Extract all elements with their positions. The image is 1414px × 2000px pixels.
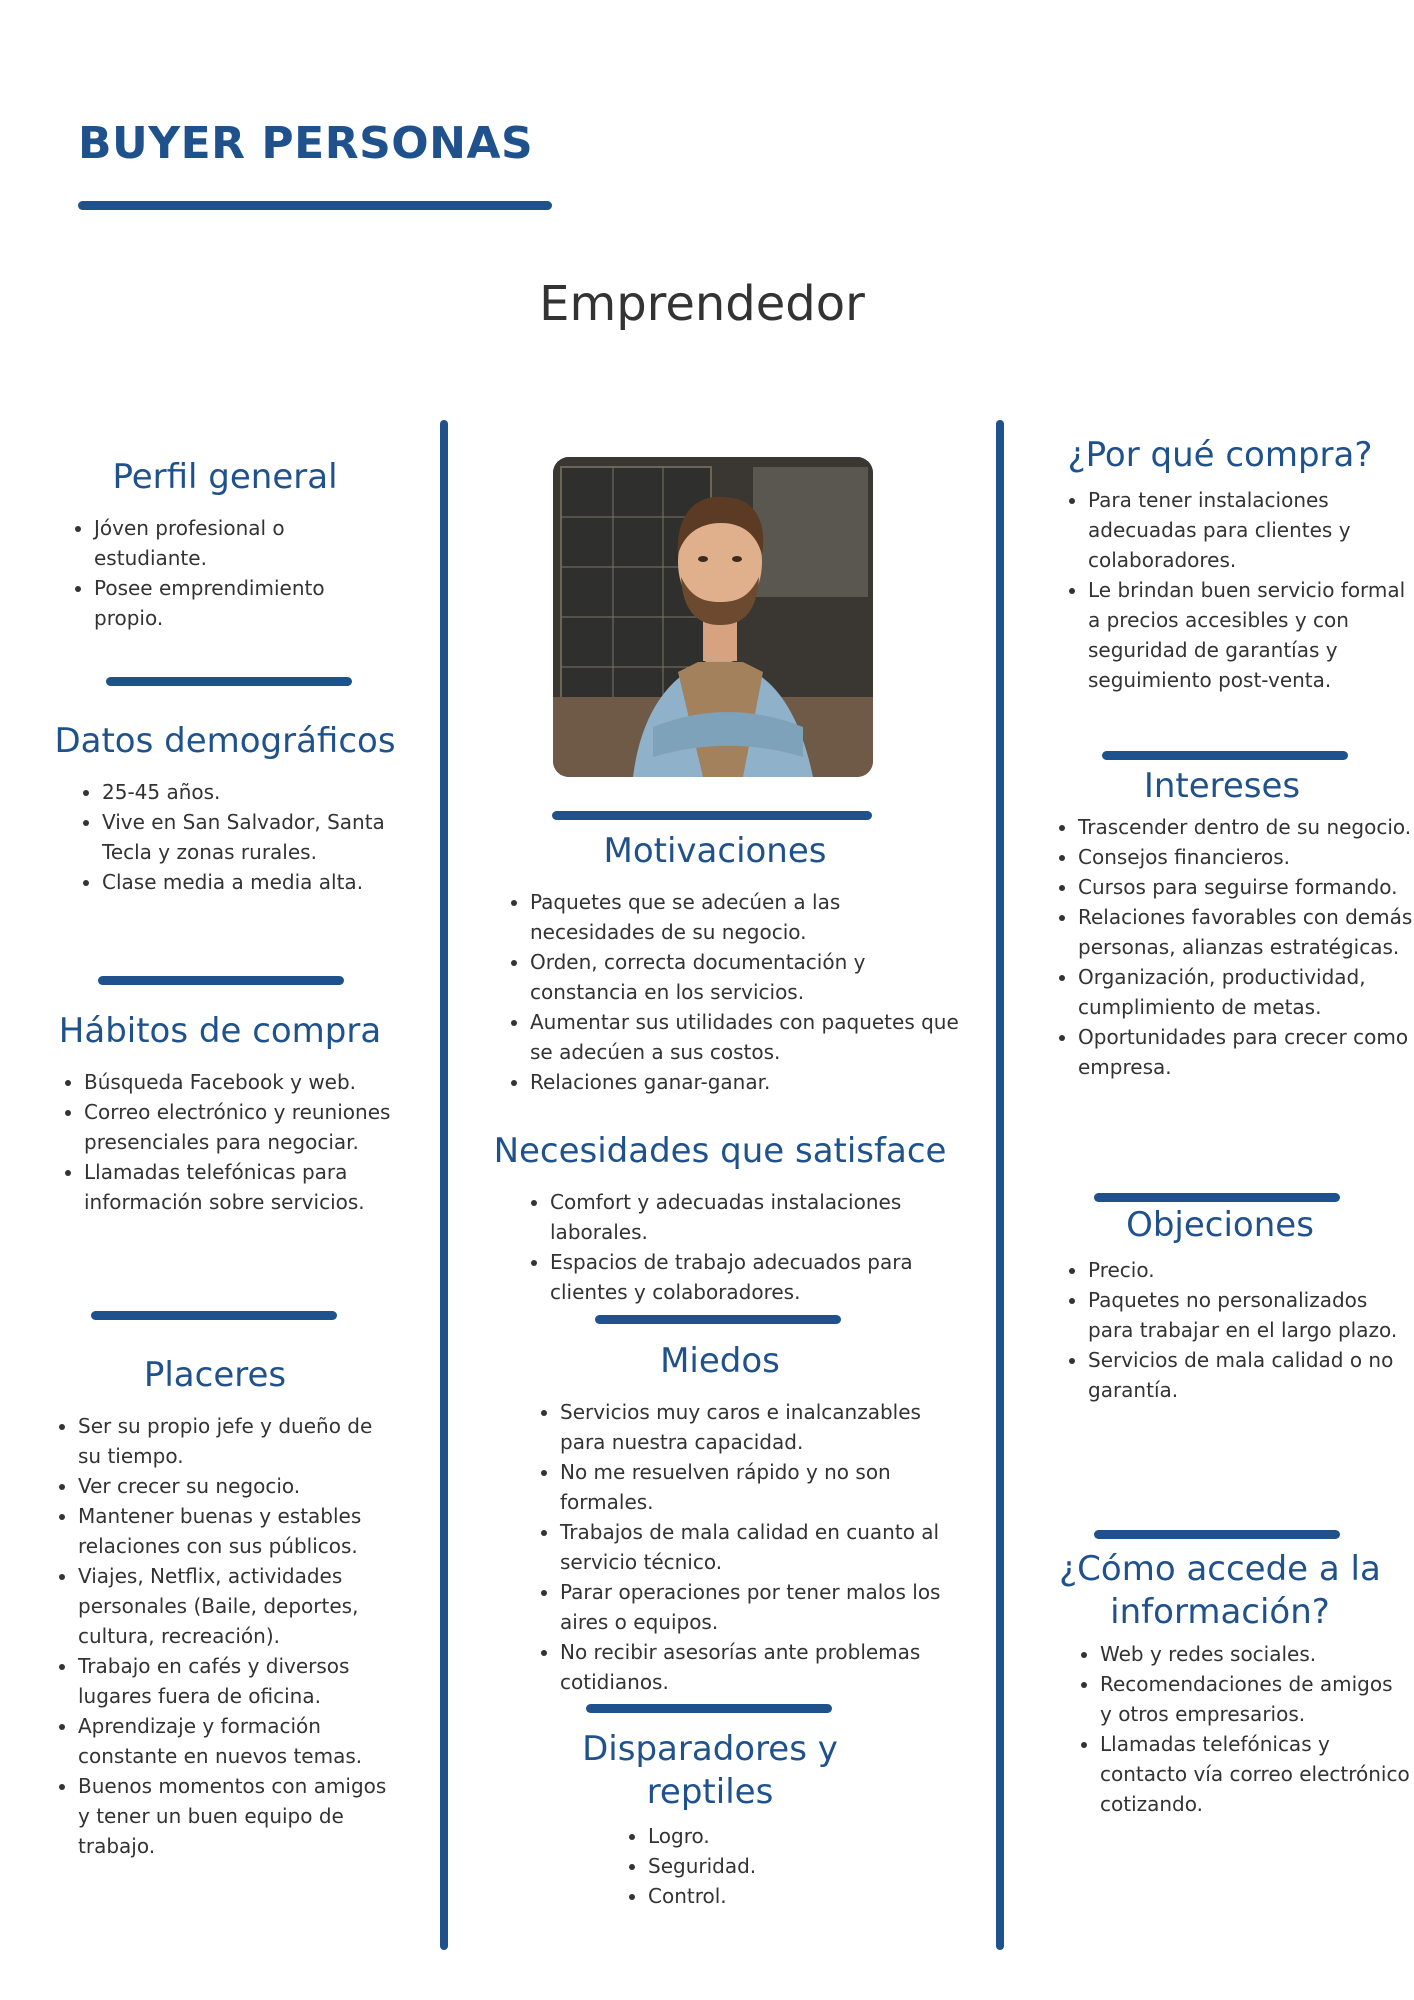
section-miedos bbox=[470, 1340, 970, 1697]
list-item: • Relaciones ganar-ganar. bbox=[530, 1067, 960, 1097]
column-divider-right bbox=[996, 420, 1004, 1950]
list-item: • Paquetes no personalizados para trabajar en el largo plazo. bbox=[1088, 1285, 1400, 1345]
list-item: • Jóven profesional o estudiante. bbox=[94, 513, 390, 573]
list-item: • No me resuelven rápido y no son formales. bbox=[560, 1457, 970, 1517]
section-title: Disparadores y reptiles bbox=[582, 1729, 838, 1812]
separator bbox=[595, 1315, 841, 1324]
list-item: • Le brindan buen servicio formal a precios accesibles y con seguridad de garantías y seguimiento post-venta. bbox=[1088, 575, 1410, 695]
list-item: • Viajes, Netflix, actividades personales (Baile, deportes, cultura, recreación). bbox=[78, 1561, 400, 1651]
list-item: • Trascender dentro de su negocio. bbox=[1078, 812, 1414, 842]
list-item: • Servicios muy caros e inalcanzables para nuestra capacidad. bbox=[560, 1397, 970, 1457]
item-list bbox=[470, 1397, 970, 1697]
section-datos-demograficos bbox=[30, 720, 420, 897]
section-objeciones bbox=[1040, 1204, 1400, 1405]
section-disparadores bbox=[540, 1728, 880, 1911]
list-item: • Trabajos de mala calidad en cuanto al servicio técnico. bbox=[560, 1517, 970, 1577]
item-list bbox=[470, 1187, 970, 1307]
item-list bbox=[30, 777, 420, 897]
list-item: • Relaciones favorables con demás personas, alianzas estratégicas. bbox=[1078, 902, 1414, 962]
list-item: • Comfort y adecuadas instalaciones laborales. bbox=[550, 1187, 970, 1247]
list-item: • Clase media a media alta. bbox=[102, 867, 420, 897]
portrait-photo-icon bbox=[553, 457, 873, 777]
section-title: Placeres bbox=[143, 1355, 287, 1395]
list-item: • Web y redes sociales. bbox=[1100, 1639, 1410, 1669]
separator bbox=[586, 1704, 832, 1713]
list-item: • Logro. bbox=[648, 1821, 880, 1851]
separator bbox=[98, 976, 344, 985]
list-item: • Paquetes que se adecúen a las necesidades de su negocio. bbox=[530, 887, 960, 947]
list-item: • Recomendaciones de amigos y otros empresarios. bbox=[1100, 1669, 1410, 1729]
separator bbox=[552, 811, 872, 820]
separator bbox=[106, 677, 352, 686]
list-item: • Espacios de trabajo adecuados para clientes y colaboradores. bbox=[550, 1247, 970, 1307]
list-item: • Cursos para seguirse formando. bbox=[1078, 872, 1414, 902]
list-item: • Ser su propio jefe y dueño de su tiempo. bbox=[78, 1411, 400, 1471]
list-item: • No recibir asesorías ante problemas cotidianos. bbox=[560, 1637, 970, 1697]
separator bbox=[91, 1311, 337, 1320]
item-list bbox=[540, 1821, 880, 1911]
list-item: • Llamadas telefónicas y contacto vía correo electrónico cotizando. bbox=[1100, 1729, 1410, 1819]
persona-name: Emprendedor bbox=[539, 276, 865, 332]
list-item: • Trabajo en cafés y diversos lugares fuera de oficina. bbox=[78, 1651, 400, 1711]
list-item: • Ver crecer su negocio. bbox=[78, 1471, 400, 1501]
title-underline bbox=[78, 201, 552, 210]
section-perfil-general bbox=[60, 456, 390, 633]
section-por-que-compra bbox=[1030, 434, 1410, 695]
section-habitos-de-compra bbox=[30, 1010, 410, 1217]
section-title: ¿Por qué compra? bbox=[1067, 435, 1373, 475]
section-title: ¿Cómo accede a la información? bbox=[1059, 1549, 1381, 1632]
section-intereses bbox=[1030, 765, 1414, 1082]
list-item: • Vive en San Salvador, Santa Tecla y zonas rurales. bbox=[102, 807, 420, 867]
item-list bbox=[60, 513, 390, 633]
list-item: • Servicios de mala calidad o no garantía. bbox=[1088, 1345, 1400, 1405]
list-item: • Orden, correcta documentación y constancia en los servicios. bbox=[530, 947, 960, 1007]
list-item: • Oportunidades para crecer como empresa. bbox=[1078, 1022, 1414, 1082]
section-placeres bbox=[30, 1354, 400, 1861]
separator bbox=[1094, 1530, 1340, 1539]
list-item: • Posee emprendimiento propio. bbox=[94, 573, 390, 633]
item-list bbox=[1040, 1255, 1400, 1405]
section-motivaciones bbox=[470, 830, 960, 1097]
section-como-accede bbox=[1030, 1548, 1410, 1819]
section-title: Motivaciones bbox=[603, 831, 827, 871]
section-title: Necesidades que satisface bbox=[493, 1131, 947, 1171]
section-title: Perfil general bbox=[112, 457, 338, 497]
separator bbox=[1094, 1193, 1340, 1202]
column-divider-left bbox=[440, 420, 448, 1950]
item-list bbox=[30, 1067, 410, 1217]
section-title: Intereses bbox=[1143, 766, 1301, 806]
list-item: • Aumentar sus utilidades con paquetes que se adecúen a sus costos. bbox=[530, 1007, 960, 1067]
item-list bbox=[30, 1411, 400, 1861]
list-item: • Organización, productividad, cumplimiento de metas. bbox=[1078, 962, 1414, 1022]
item-list bbox=[1030, 812, 1414, 1082]
list-item: • Precio. bbox=[1088, 1255, 1400, 1285]
list-item: • Búsqueda Facebook y web. bbox=[84, 1067, 410, 1097]
list-item: • Mantener buenas y estables relaciones con sus públicos. bbox=[78, 1501, 400, 1561]
item-list bbox=[470, 887, 960, 1097]
list-item: • Consejos financieros. bbox=[1078, 842, 1414, 872]
list-item: • Parar operaciones por tener malos los aires o equipos. bbox=[560, 1577, 970, 1637]
list-item: • Llamadas telefónicas para información sobre servicios. bbox=[84, 1157, 410, 1217]
list-item: • Aprendizaje y formación constante en nuevos temas. bbox=[78, 1711, 400, 1771]
section-title: Objeciones bbox=[1126, 1205, 1314, 1245]
list-item: • Seguridad. bbox=[648, 1851, 880, 1881]
separator bbox=[1102, 751, 1348, 760]
list-item: • Correo electrónico y reuniones presenciales para negociar. bbox=[84, 1097, 410, 1157]
section-title: Miedos bbox=[660, 1341, 780, 1381]
page-title: BUYER PERSONAS bbox=[78, 118, 534, 169]
section-title: Datos demográficos bbox=[54, 721, 396, 761]
list-item: • 25-45 años. bbox=[102, 777, 420, 807]
section-title: Hábitos de compra bbox=[58, 1011, 382, 1051]
item-list bbox=[1030, 1639, 1410, 1819]
list-item: • Buenos momentos con amigos y tener un buen equipo de trabajo. bbox=[78, 1771, 400, 1861]
list-item: • Para tener instalaciones adecuadas para clientes y colaboradores. bbox=[1088, 485, 1410, 575]
item-list bbox=[1030, 485, 1410, 695]
list-item: • Control. bbox=[648, 1881, 880, 1911]
section-necesidades bbox=[470, 1130, 970, 1307]
